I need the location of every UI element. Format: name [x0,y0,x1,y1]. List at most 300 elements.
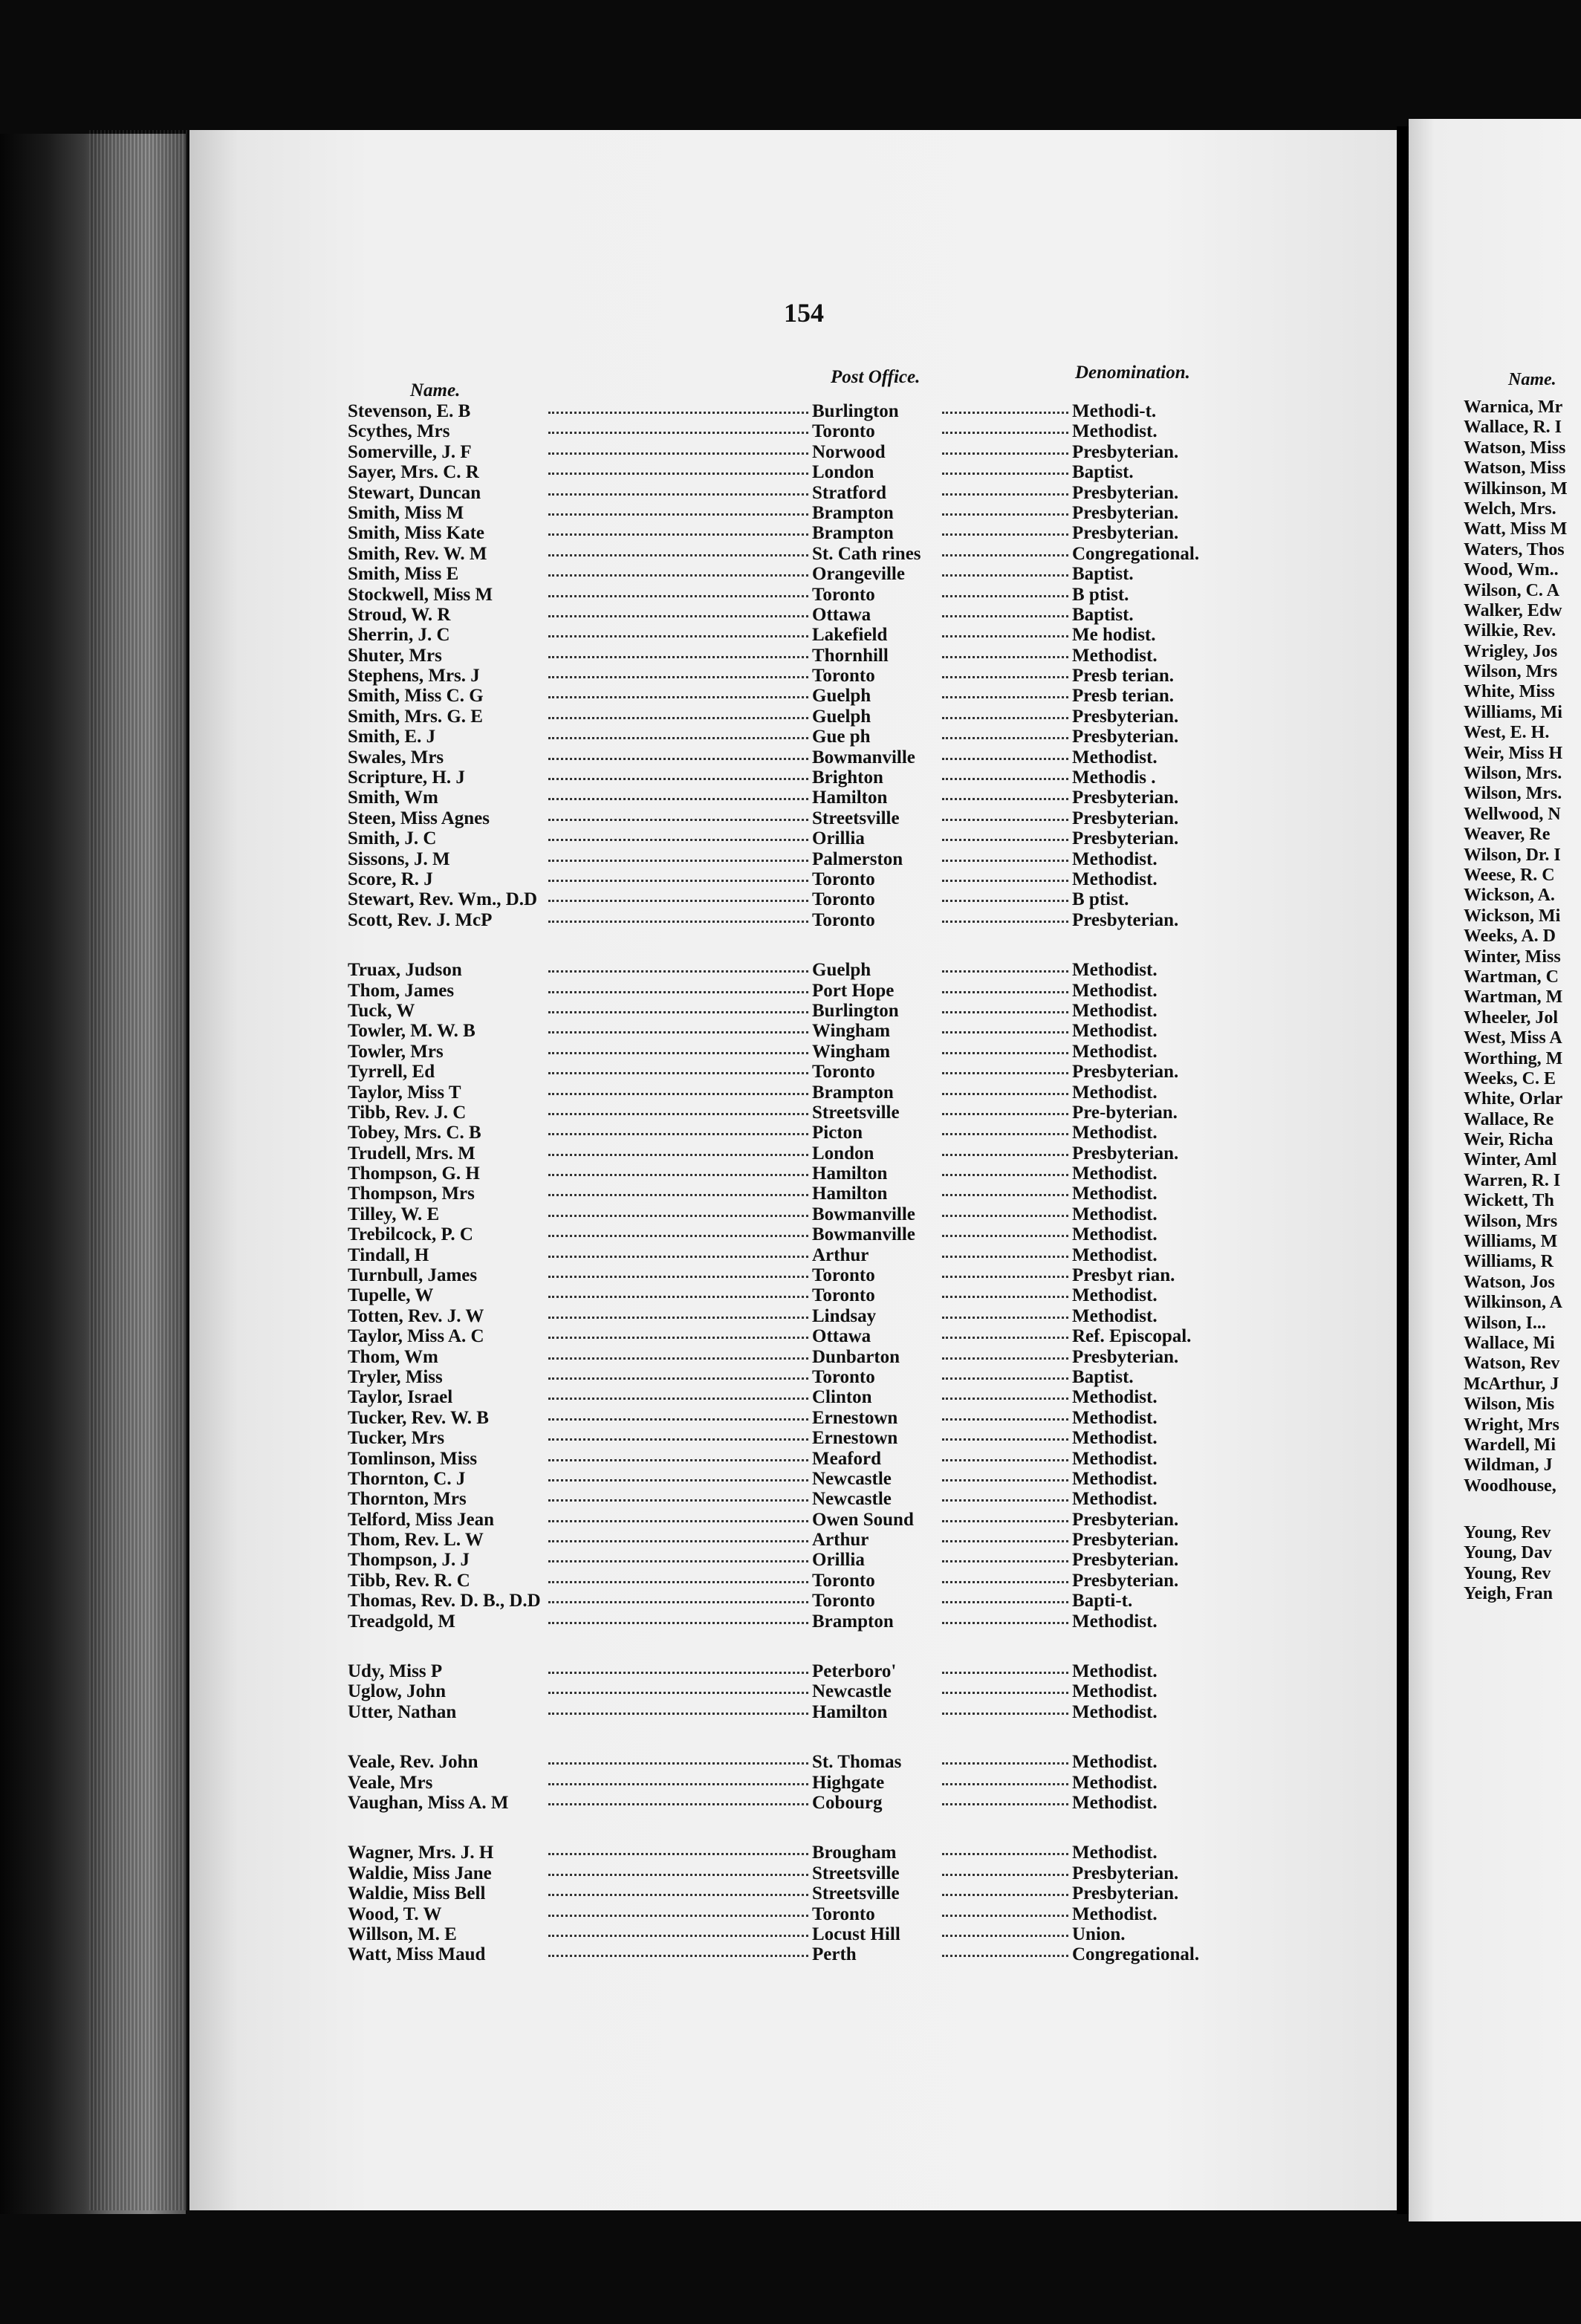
dot-leader [548,554,808,556]
directory-row [348,503,1306,523]
dot-leader [548,493,808,496]
entry-post-office: Brampton [812,1611,894,1632]
entry-denomination: Presbyterian. [1072,1570,1179,1591]
right-page-entry-name: Wood, Wm.. [1464,560,1559,580]
directory-row [348,1347,1306,1367]
entry-name: Vaughan, Miss A. M [348,1793,509,1813]
dot-leader [548,513,808,516]
entry-name: Smith, E. J [348,727,436,747]
page-edges [89,130,193,2210]
directory-row [348,1143,1306,1163]
entry-denomination: Methodist. [1072,1772,1158,1793]
entry-post-office: Dunbarton [812,1346,900,1367]
entry-name: Tucker, Rev. W. B [348,1407,489,1428]
dot-leader [548,1296,808,1298]
entry-post-office: Orangeville [812,564,905,585]
entry-post-office: Hamilton [812,1184,888,1204]
entry-name: Tupelle, W [348,1285,434,1306]
entry-denomination: Methodist. [1072,1285,1158,1306]
directory-row [348,869,1306,889]
entry-denomination: Methodist. [1072,1903,1158,1924]
page-number: 154 [784,298,824,328]
dot-leader [942,635,1068,637]
dot-leader [548,595,808,597]
directory-row [348,605,1306,625]
entry-post-office: Toronto [812,1903,875,1924]
entry-denomination: Methodist. [1072,1000,1158,1021]
entry-name: Shuter, Mrs [348,645,442,666]
dot-leader [942,1692,1068,1694]
entry-post-office: Guelph [812,960,871,981]
entry-denomination: Presbyterian. [1072,1550,1179,1571]
directory-row [348,1591,1306,1611]
directory-row [348,1661,1306,1681]
entry-post-office: Burlington [812,401,899,421]
dot-leader [942,1540,1068,1542]
entry-denomination: Presbyterian. [1072,441,1179,462]
right-page-entry-name: Warnica, Mr [1464,397,1563,417]
dot-leader [942,1377,1068,1380]
entry-post-office: Owen Sound [812,1509,914,1530]
dot-leader [942,1133,1068,1135]
dot-leader [942,1337,1068,1339]
dot-leader [942,1072,1068,1074]
entry-name: Swales, Mrs [348,747,444,767]
entry-post-office: Cobourg [812,1793,883,1813]
dot-leader [548,819,808,821]
directory-row [348,1469,1306,1489]
right-page-entry-name: Wartman, C [1464,967,1559,987]
directory-row [348,727,1306,747]
dot-leader [942,696,1068,698]
dot-leader [942,737,1068,739]
group-gap [1464,1496,1568,1523]
directory-row [348,1265,1306,1285]
right-page-entry-name: Winter, Miss [1464,947,1561,967]
entry-name: Thom, Rev. L. W [348,1530,484,1551]
entry-denomination: Presbyterian. [1072,1509,1179,1530]
entry-denomination: Presbyterian. [1072,1863,1179,1883]
entry-denomination: Presbyterian. [1072,523,1179,544]
directory-row [348,1042,1306,1062]
dot-leader [942,839,1068,841]
entry-post-office: Ottawa [812,1326,871,1347]
dot-leader [548,1783,808,1785]
entry-post-office: Ottawa [812,604,871,625]
entry-name: Tobey, Mrs. C. B [348,1123,481,1143]
entry-denomination: Methodist. [1072,1082,1158,1103]
right-page-entry-name: Warren, R. I [1464,1170,1561,1190]
dot-leader [548,412,808,414]
directory-row [348,1285,1306,1305]
dot-leader [942,1935,1068,1937]
entry-name: Turnbull, James [348,1265,478,1286]
entry-post-office: Arthur [812,1530,869,1551]
dot-leader [942,1194,1068,1196]
dot-leader [942,1052,1068,1054]
dot-leader [942,1418,1068,1421]
dot-leader [548,1215,808,1217]
dot-leader [548,758,808,760]
entry-name: Udy, Miss P [348,1661,443,1682]
entry-post-office: London [812,462,874,483]
right-page-entry-name: Weeks, A. D [1464,926,1556,947]
right-page-entry-name: Young, Dav [1464,1543,1552,1563]
right-page-entry-name: Wallace, Mi [1464,1333,1555,1353]
dot-leader [548,1276,808,1278]
dot-leader [942,615,1068,617]
dot-leader [942,778,1068,780]
dot-leader [942,554,1068,556]
entry-denomination: Methodist. [1072,1611,1158,1632]
directory-row [348,523,1306,543]
entry-post-office: Highgate [812,1772,885,1793]
right-page-entry-name: Worthing, M [1464,1048,1563,1068]
entry-denomination: Methodist. [1072,1305,1158,1326]
directory-row [348,1752,1306,1772]
entry-name: Waldie, Miss Jane [348,1863,492,1883]
entry-name: Tibb, Rev. J. C [348,1102,467,1123]
right-page-entry-name: Wright, Mrs [1464,1415,1559,1435]
entry-name: Truax, Judson [348,960,462,981]
column-header-name: Name. [410,380,461,400]
directory-row [348,483,1306,503]
entry-post-office: St. Thomas [812,1752,902,1773]
dot-leader [548,717,808,719]
right-page-entry-name: Wilson, Mrs [1464,662,1558,682]
dot-leader [942,473,1068,475]
dot-leader [942,880,1068,882]
entry-post-office: Bowmanville [812,1224,915,1245]
directory-row [348,828,1306,848]
entry-name: Waldie, Miss Bell [348,1883,486,1904]
dot-leader [942,432,1068,434]
right-page-entry-name: Winter, Aml [1464,1150,1557,1170]
entry-denomination: Me hodist. [1072,625,1156,646]
dot-leader [942,1894,1068,1896]
dot-leader [548,1154,808,1156]
directory-row [348,1326,1306,1346]
entry-denomination: Methodist. [1072,1468,1158,1489]
entry-name: Scythes, Mrs [348,421,450,442]
entry-denomination: Presbyt rian. [1072,1265,1175,1286]
dot-leader [548,1113,808,1115]
entry-name: Stroud, W. R [348,604,451,625]
dot-leader [942,1560,1068,1562]
dot-leader [548,1174,808,1176]
entry-post-office: Orillia [812,828,865,849]
directory-row [348,849,1306,869]
entry-post-office: Toronto [812,909,875,930]
directory-row [348,1021,1306,1041]
dot-leader [942,1783,1068,1785]
group-gap [348,930,1306,960]
dot-leader [548,1418,808,1421]
dot-leader [942,798,1068,800]
dot-leader [548,1581,808,1583]
entry-post-office: Meaford [812,1448,882,1469]
entry-denomination: Ref. Episcopal. [1072,1326,1192,1347]
entry-name: Tyrrell, Ed [348,1062,435,1083]
entry-name: Smith, Miss M [348,502,464,523]
right-page-entry-name: Wilson, Mrs. [1464,764,1562,784]
directory-row [348,1306,1306,1326]
dot-leader [548,839,808,841]
right-page-entry-name: Wickson, A. [1464,886,1555,906]
entry-name: Thom, Wm [348,1346,438,1367]
entry-denomination: Methodist. [1072,1163,1158,1184]
dot-leader [942,921,1068,923]
entry-denomination: Methodist. [1072,1701,1158,1722]
directory-row [348,1530,1306,1550]
entry-name: Tryler, Miss [348,1366,443,1387]
dot-leader [942,1672,1068,1674]
entry-denomination: Presbyterian. [1072,1143,1179,1163]
directory-row [348,1001,1306,1021]
entry-name: Stockwell, Miss M [348,584,493,605]
dot-leader [548,1479,808,1481]
entry-name: Sherrin, J. C [348,625,450,646]
entry-post-office: Brighton [812,767,883,788]
directory-row [348,1681,1306,1701]
dot-leader [942,900,1068,902]
right-page-entry-name: West, E. H. [1464,723,1550,743]
entry-post-office: Toronto [812,1285,875,1306]
entry-denomination: Methodist. [1072,1661,1158,1682]
entry-name: Stevenson, E. B [348,401,471,421]
dot-leader [942,1357,1068,1360]
dot-leader [942,1762,1068,1765]
entry-post-office: Hamilton [812,1163,888,1184]
right-page-entry-name: Wilson, I... [1464,1313,1546,1333]
entry-name: Thornton, C. J [348,1468,466,1489]
entry-denomination: Presbyterian. [1072,1530,1179,1551]
right-page-entry-name: Wartman, M [1464,987,1563,1007]
entry-post-office: Toronto [812,421,875,442]
entry-name: Scott, Rev. J. McP [348,909,493,930]
directory-row [348,1843,1306,1863]
entry-denomination: Presbyterian. [1072,828,1179,849]
right-page-entry-name: Wilkinson, M [1464,478,1568,499]
right-page-entry-name: Wallace, Re [1464,1109,1554,1129]
directory-row [348,707,1306,727]
directory-row [348,544,1306,564]
entry-denomination: Methodist. [1072,1184,1158,1204]
entry-post-office: Streetsville [812,1863,900,1883]
dot-leader [942,1955,1068,1957]
dot-leader [548,1317,808,1319]
entry-post-office: Brampton [812,523,894,544]
dot-leader [548,452,808,455]
directory-row [348,1123,1306,1143]
dot-leader [942,717,1068,719]
right-page-entry-name: Wilson, Mrs. [1464,784,1562,804]
right-page-entry-name: Wardell, Mi [1464,1435,1556,1455]
entry-name: Veale, Rev. John [348,1752,478,1773]
entry-name: Thompson, G. H [348,1163,480,1184]
dot-leader [548,1935,808,1937]
right-page-column-header: Name. [1508,370,1556,389]
dot-leader [942,1581,1068,1583]
entry-post-office: Perth [812,1944,857,1965]
entry-post-office: Bowmanville [812,1204,915,1224]
dot-leader [548,1499,808,1502]
entry-denomination: Presbyterian. [1072,502,1179,523]
entry-post-office: Thornhill [812,645,889,666]
entry-name: Smith, J. C [348,828,437,849]
directory-row [348,442,1306,462]
entry-post-office: Newcastle [812,1468,892,1489]
directory-row [348,1449,1306,1469]
directory-row [348,1571,1306,1591]
entry-post-office: Palmerston [812,848,903,869]
entry-name: Telford, Miss Jean [348,1509,494,1530]
entry-name: Stewart, Duncan [348,482,481,503]
entry-post-office: Lindsay [812,1305,877,1326]
dot-leader [548,432,808,434]
directory-row [348,1863,1306,1883]
directory-row [348,1184,1306,1204]
dot-leader [548,676,808,678]
dot-leader [942,1499,1068,1502]
directory-row [348,1083,1306,1103]
entry-name: Treadgold, M [348,1611,455,1632]
entry-denomination: Methodist. [1072,1681,1158,1702]
entry-denomination: Methodist. [1072,1224,1158,1245]
dot-leader [548,778,808,780]
directory-row [348,1367,1306,1387]
dot-leader [548,1398,808,1400]
entry-denomination: Union. [1072,1924,1126,1944]
dot-leader [942,1874,1068,1876]
dot-leader [942,1235,1068,1237]
right-page-entry-name: Wilkinson, A [1464,1293,1562,1313]
entry-post-office: Toronto [812,1366,875,1387]
entry-denomination: Methodist. [1072,1489,1158,1510]
entry-denomination: Presbyterian. [1072,1346,1179,1367]
dot-leader [548,1601,808,1603]
right-page-entry-name: White, Miss [1464,682,1555,702]
entry-post-office: Newcastle [812,1489,892,1510]
entry-post-office: Streetsville [812,1102,900,1123]
directory-row [348,462,1306,482]
entry-denomination: Presbyterian. [1072,1062,1179,1083]
directory-row [348,1245,1306,1265]
directory-row [348,401,1306,421]
dot-leader [548,880,808,882]
right-page-entry-name: Wrigley, Jos [1464,641,1558,661]
entry-denomination: Congregational. [1072,1944,1200,1965]
dot-leader [548,1337,808,1339]
entry-name: Wood, T. W [348,1903,442,1924]
dot-leader [548,533,808,536]
entry-post-office: Lakefield [812,625,888,646]
entry-post-office: Peterboro' [812,1661,897,1682]
entry-denomination: Presbyterian. [1072,1883,1179,1904]
entry-post-office: Norwood [812,441,886,462]
right-page-entry-name: McArthur, J [1464,1374,1559,1394]
dot-leader [548,1031,808,1033]
dot-leader [942,1154,1068,1156]
dot-leader [548,1052,808,1054]
dot-leader [548,574,808,577]
dot-leader [548,737,808,739]
entry-post-office: Toronto [812,1062,875,1083]
right-page-entry-name: Wickson, Mi [1464,906,1561,926]
right-page-entry-name: Williams, M [1464,1232,1558,1252]
directory-row [348,1611,1306,1632]
entry-post-office: Toronto [812,584,875,605]
entry-post-office: Newcastle [812,1681,892,1702]
entry-denomination: Methodist. [1072,1244,1158,1265]
entry-denomination: Methodist. [1072,645,1158,666]
entry-post-office: Picton [812,1123,863,1143]
dot-leader [942,656,1068,658]
entry-denomination: Methodist. [1072,1041,1158,1062]
dot-leader [548,1853,808,1855]
dot-leader [942,1459,1068,1461]
entry-post-office: Streetsville [812,1883,900,1904]
right-page-entry-name: Weeks, C. E [1464,1068,1556,1088]
directory-row [348,1062,1306,1082]
dot-leader [548,1894,808,1896]
entry-post-office: Arthur [812,1244,869,1265]
dot-leader [942,819,1068,821]
dot-leader [942,1215,1068,1217]
dot-leader [548,970,808,973]
entry-post-office: Orillia [812,1550,865,1571]
right-page-entry-name: Waters, Thos [1464,539,1565,559]
dot-leader [942,595,1068,597]
dot-leader [942,991,1068,993]
directory-row [348,1103,1306,1123]
directory-row [348,981,1306,1001]
right-page-entry-name: Williams, Mi [1464,702,1562,722]
dot-leader [942,574,1068,577]
dot-leader [548,900,808,902]
directory-row [348,808,1306,828]
right-page-entry-name: Woodhouse, [1464,1476,1556,1496]
group-gap [348,1632,1306,1661]
entry-name: Smith, Rev. W. M [348,543,487,564]
dot-leader [942,1174,1068,1176]
right-page-entry-name: Wilson, C. A [1464,580,1559,600]
entry-name: Stephens, Mrs. J [348,666,480,687]
directory-row [348,666,1306,686]
entry-name: Smith, Wm [348,788,438,808]
dot-leader [548,615,808,617]
dot-leader [548,1762,808,1765]
dot-leader [548,1438,808,1441]
dot-leader [548,1540,808,1542]
group-gap [348,1813,1306,1843]
entry-name: Thom, James [348,980,455,1001]
dot-leader [548,1235,808,1237]
entry-name: Towler, M. W. B [348,1021,475,1042]
right-page-entry-name: Wallace, R. I [1464,418,1562,438]
entry-name: Taylor, Israel [348,1387,453,1408]
entry-denomination: Methodist. [1072,1021,1158,1042]
entry-post-office: Brampton [812,1082,894,1103]
book-gutter [1397,126,1409,2214]
entry-denomination: Methodist. [1072,1123,1158,1143]
entry-denomination: Methodist. [1072,1428,1158,1449]
entry-name: Trudell, Mrs. M [348,1143,475,1163]
entry-name: Utter, Nathan [348,1701,457,1722]
entry-denomination: Presbyterian. [1072,727,1179,747]
entry-post-office: Brougham [812,1843,897,1863]
entry-name: Tilley, W. E [348,1204,440,1224]
